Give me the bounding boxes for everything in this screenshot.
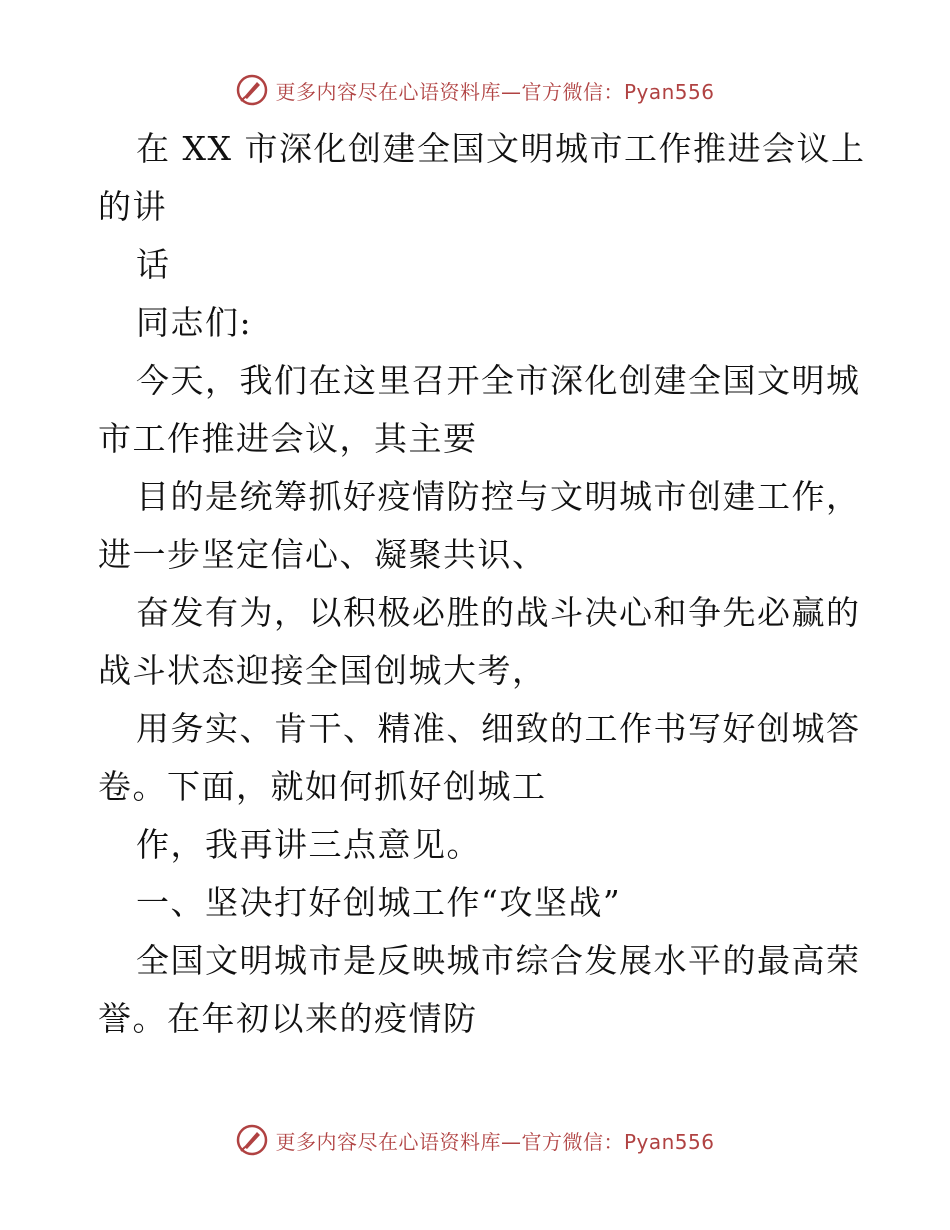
quill-logo-icon	[235, 1123, 269, 1157]
paragraph-line: 奋发有为，以积极必胜的战斗决心和争先必赢的	[136, 593, 861, 632]
paragraph-line: 今天，我们在这里召开全市深化创建全国文明城	[136, 361, 861, 400]
quill-logo-icon	[235, 73, 269, 107]
title-line-1: 在 XX 市深化创建全国文明城市工作推进会议上	[136, 129, 866, 168]
paragraph-line: 市工作推进会议，其主要	[98, 419, 478, 458]
header-watermark	[0, 70, 950, 110]
header-watermark-text: 更多内容尽在心语资料库—官方微信：Pyan556	[275, 79, 715, 104]
paragraph-line: 誉。在年初以来的疫情防	[98, 999, 478, 1038]
footer-watermark	[0, 1120, 950, 1160]
paragraph-line: 用务实、肯干、精准、细致的工作书写好创城答	[136, 709, 861, 748]
document-body	[98, 120, 866, 1048]
paragraph-line: 作，我再讲三点意见。	[136, 825, 481, 864]
paragraph-line: 进一步坚定信心、凝聚共识、	[98, 535, 547, 574]
paragraph-line: 卷。下面，就如何抓好创城工	[98, 767, 547, 806]
paragraph-line: 战斗状态迎接全国创城大考，	[98, 651, 547, 690]
paragraph-line: 目的是统筹抓好疫情防控与文明城市创建工作，	[136, 477, 861, 516]
footer-watermark-text: 更多内容尽在心语资料库—官方微信：Pyan556	[275, 1129, 715, 1154]
paragraph-line: 全国文明城市是反映城市综合发展水平的最高荣	[136, 941, 861, 980]
title-line-3: 话	[136, 245, 171, 284]
salutation: 同志们:	[136, 303, 253, 342]
section-heading: 一、坚决打好创城工作“攻坚战”	[136, 883, 622, 922]
title-line-2: 的讲	[98, 187, 167, 226]
